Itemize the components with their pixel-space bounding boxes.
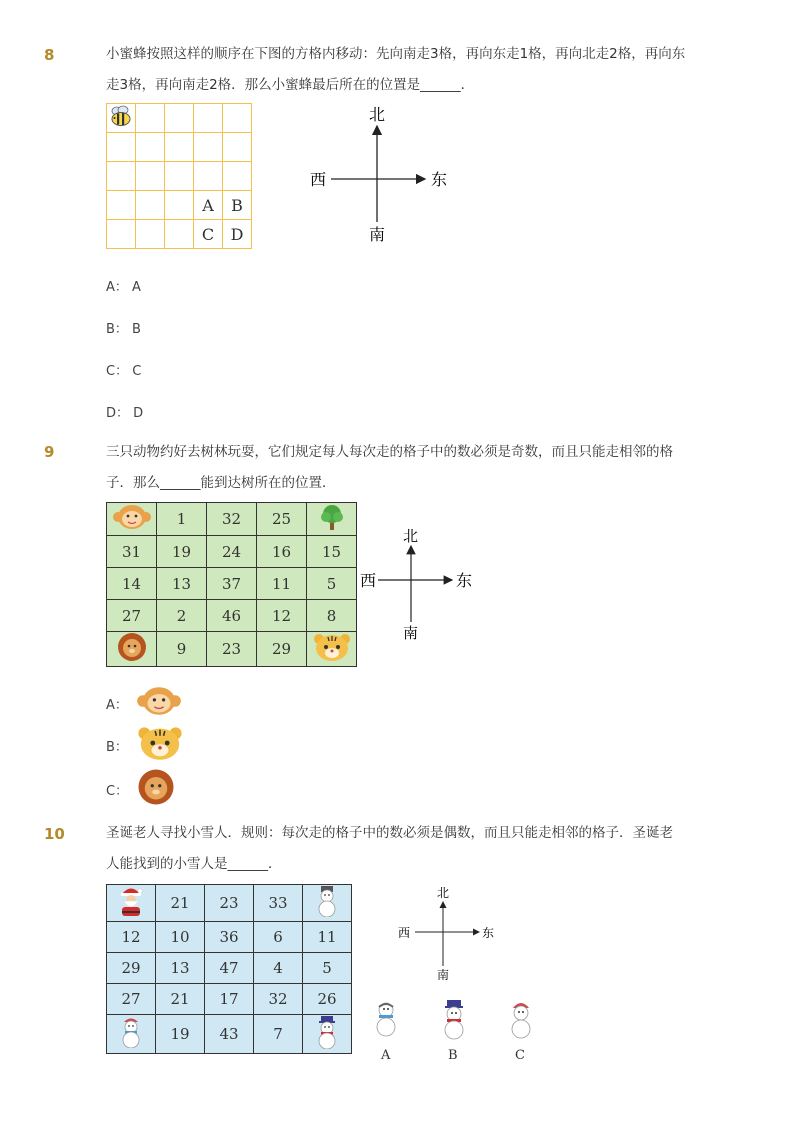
grid-cell: 11 <box>303 922 352 953</box>
question-9-line-1: 三只动物约好去树林玩耍，它们规定每人每次走的格子中的数必须是奇数，而且只能走相邻的格 <box>106 444 673 460</box>
grid-cell: 6 <box>254 922 303 953</box>
compass-south-label: 南 <box>403 624 419 642</box>
grid-cell: 19 <box>156 1015 205 1054</box>
grid-cell: 5 <box>307 568 357 600</box>
compass-west-label: 西 <box>360 571 377 590</box>
question-8-number: 8 <box>44 46 55 64</box>
grid-label-c: C <box>194 220 223 249</box>
snowman-cell <box>107 1015 156 1054</box>
snowman-option-a-icon[interactable] <box>370 998 402 1038</box>
grid-cell: 26 <box>303 984 352 1015</box>
snowman-option-a-label: A <box>381 1048 391 1063</box>
grid-cell: 4 <box>254 953 303 984</box>
animal-number-grid <box>106 502 357 667</box>
tiger-cell <box>307 632 357 667</box>
grid-cell: 14 <box>107 568 157 600</box>
grid-cell: 8 <box>307 600 357 632</box>
snowman-icon <box>313 1015 341 1049</box>
snowman-cell <box>303 885 352 922</box>
grid-cell: 29 <box>107 953 156 984</box>
grid-cell: 27 <box>107 984 156 1015</box>
q9-option-c-label: C： <box>106 784 129 799</box>
q9-option-a[interactable] <box>106 694 128 713</box>
monkey-cell <box>107 503 157 536</box>
grid-label-d: D <box>223 220 252 249</box>
question-9-line-2: 子．那么______能到达树所在的位置． <box>106 475 336 491</box>
grid-cell: 37 <box>207 568 257 600</box>
q8-option-d[interactable]: D： D <box>106 406 144 421</box>
q8-option-c[interactable]: C： C <box>106 364 142 379</box>
santa-number-grid <box>106 884 352 1054</box>
compass-east-label: 东 <box>431 170 448 189</box>
grid-cell: 33 <box>254 885 303 922</box>
question-8-line-2: 走3格，再向南走2格．那么小蜜蜂最后所在的位置是______． <box>106 77 475 93</box>
q8-option-b[interactable]: B： B <box>106 322 141 337</box>
compass-north-label: 北 <box>403 527 419 545</box>
grid-cell: 10 <box>156 922 205 953</box>
question-10-text <box>106 818 716 880</box>
question-9-number: 9 <box>44 443 55 461</box>
grid-cell: 29 <box>257 632 307 667</box>
grid-cell: 43 <box>205 1015 254 1054</box>
grid-cell: 13 <box>156 953 205 984</box>
lion-cell <box>107 632 157 667</box>
snowman-icon <box>117 1016 145 1048</box>
grid-cell: 23 <box>205 885 254 922</box>
compass-q10 <box>395 882 505 982</box>
grid-cell: 12 <box>257 600 307 632</box>
grid-cell: 32 <box>207 503 257 536</box>
grid-cell: 32 <box>254 984 303 1015</box>
grid-cell: 47 <box>205 953 254 984</box>
grid-cell: 9 <box>157 632 207 667</box>
compass-north-label: 北 <box>437 886 450 900</box>
bee-icon <box>108 105 134 127</box>
grid-cell: 7 <box>254 1015 303 1054</box>
question-9-text <box>106 437 716 499</box>
compass-west-label: 西 <box>398 926 411 940</box>
grid-cell: 23 <box>207 632 257 667</box>
bee-grid <box>106 103 252 249</box>
grid-cell: 21 <box>156 984 205 1015</box>
grid-cell: 19 <box>157 536 207 568</box>
compass-q8 <box>305 100 455 250</box>
grid-cell: 36 <box>205 922 254 953</box>
grid-cell: 15 <box>307 536 357 568</box>
compass-q9 <box>360 522 480 642</box>
question-10-number: 10 <box>44 825 65 843</box>
grid-cell: 27 <box>107 600 157 632</box>
grid-cell: 12 <box>107 922 156 953</box>
question-10-line-2: 人能找到的小雪人是______． <box>106 856 282 872</box>
q9-option-c[interactable] <box>106 780 128 799</box>
monkey-icon <box>136 684 182 718</box>
q9-option-b-label: B： <box>106 740 128 755</box>
question-8-text <box>106 39 716 101</box>
monkey-icon <box>112 503 152 531</box>
grid-cell: 11 <box>257 568 307 600</box>
q9-option-a-label: A： <box>106 698 128 713</box>
grid-cell: 16 <box>257 536 307 568</box>
compass-west-label: 西 <box>310 170 327 189</box>
snowman-icon <box>313 885 341 917</box>
compass-south-label: 南 <box>437 968 450 982</box>
q8-option-a[interactable]: A： A <box>106 280 141 295</box>
snowman-option-c-icon[interactable] <box>505 998 537 1040</box>
tiger-icon <box>134 725 186 761</box>
tree-cell <box>307 503 357 536</box>
grid-cell: 1 <box>157 503 207 536</box>
grid-cell: 31 <box>107 536 157 568</box>
compass-south-label: 南 <box>369 225 386 244</box>
compass-north-label: 北 <box>369 105 386 124</box>
grid-cell: 5 <box>303 953 352 984</box>
grid-cell: 13 <box>157 568 207 600</box>
grid-label-b: B <box>223 191 252 220</box>
santa-cell <box>107 885 156 922</box>
tiger-icon <box>311 632 353 662</box>
grid-cell: 25 <box>257 503 307 536</box>
grid-cell: 17 <box>205 984 254 1015</box>
santa-icon <box>114 885 148 917</box>
compass-east-label: 东 <box>482 926 495 940</box>
bee-cell <box>107 104 136 133</box>
snowman-option-b-icon[interactable] <box>438 998 470 1040</box>
grid-cell: 21 <box>156 885 205 922</box>
question-8-line-1: 小蜜蜂按照这样的顺序在下图的方格内移动：先向南走3格，再向东走1格，再向北走2格，再向东 <box>106 46 686 62</box>
tree-icon <box>317 503 347 531</box>
grid-cell: 24 <box>207 536 257 568</box>
compass-east-label: 东 <box>456 571 473 590</box>
grid-label-a: A <box>194 191 223 220</box>
q9-option-b[interactable] <box>106 736 128 755</box>
snowman-cell <box>303 1015 352 1054</box>
lion-icon <box>136 768 176 806</box>
grid-cell: 2 <box>157 600 207 632</box>
snowman-option-b-label: B <box>448 1048 458 1063</box>
question-10-line-1: 圣诞老人寻找小雪人．规则：每次走的格子中的数必须是偶数，而且只能走相邻的格子．圣诞老 <box>106 825 673 841</box>
snowman-option-c-label: C <box>515 1048 525 1063</box>
grid-cell: 46 <box>207 600 257 632</box>
lion-icon <box>116 632 148 662</box>
